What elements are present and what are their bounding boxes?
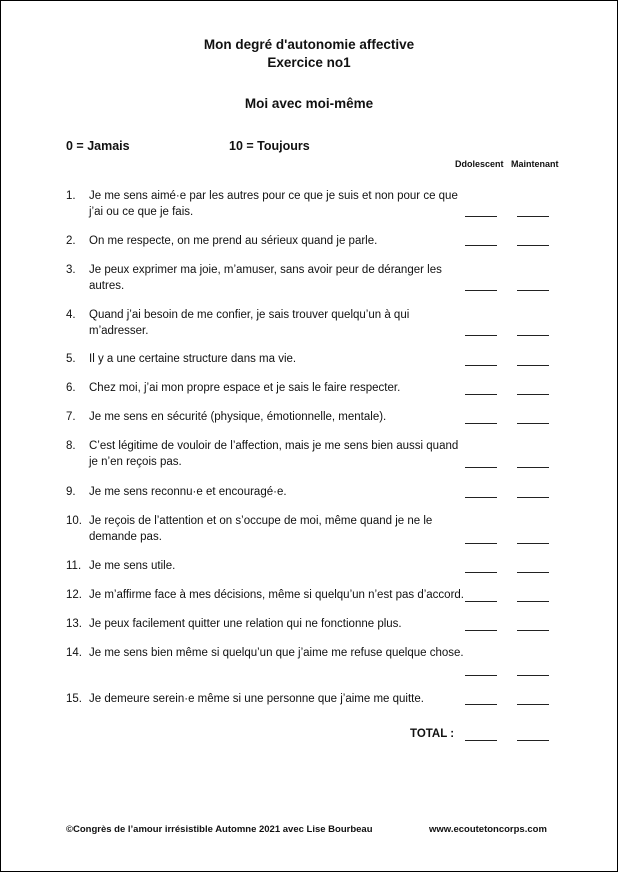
total-blank-now[interactable]: [517, 740, 549, 741]
copyright-footer: ©Congrès de l’amour irrésistible Automne 2021 avec Lise Bourbeau: [66, 824, 373, 835]
question-text: Chez moi, j’ai mon propre espace et je sais le faire respecter.: [89, 382, 401, 394]
answer-blank-now[interactable]: [517, 467, 549, 468]
answer-blank-now[interactable]: [517, 423, 549, 424]
answer-blank-adolescent[interactable]: [465, 216, 497, 217]
question-text: Je me sens reconnu·e et encouragé·e.: [89, 486, 287, 498]
question-number: 5.: [66, 353, 76, 365]
question-text: Je me sens aimé·e par les autres pour ce que je suis et non pour ce que j’ai ou ce que je fais.: [89, 190, 458, 218]
question-text: Je me sens en sécurité (physique, émotionnelle, mentale).: [89, 411, 387, 423]
question-text: C’est légitime de vouloir de l’affection, mais je me sens bien aussi quand je n’en reçois pas.: [89, 440, 459, 468]
answer-blank-adolescent[interactable]: [465, 704, 497, 705]
question-number: 11.: [66, 560, 82, 572]
answer-blank-now[interactable]: [517, 572, 549, 573]
answer-blank-now[interactable]: [517, 704, 549, 705]
answer-blank-now[interactable]: [517, 365, 549, 366]
answer-blank-adolescent[interactable]: [465, 543, 497, 544]
page-title: Mon degré d'autonomie affective: [203, 37, 415, 52]
question-number: 2.: [66, 235, 76, 247]
answer-blank-now[interactable]: [517, 290, 549, 291]
answer-blank-now[interactable]: [517, 675, 549, 676]
answer-blank-now[interactable]: [517, 394, 549, 395]
question-number: 14.: [66, 647, 82, 659]
question-number: 15.: [66, 693, 82, 705]
question-item: [66, 307, 466, 339]
total-blank-adolescent[interactable]: [465, 740, 497, 741]
question-item: [66, 513, 466, 545]
column-header-adolescent: Ddolescent: [455, 159, 504, 169]
question-number: 1.: [66, 190, 76, 202]
question-text: Je peux facilement quitter une relation qui ne fonctionne plus.: [89, 618, 402, 630]
question-item: [66, 645, 466, 661]
total-label: TOTAL :: [410, 728, 455, 740]
answer-blank-adolescent[interactable]: [465, 245, 497, 246]
question-text: Il y a une certaine structure dans ma vie.: [89, 353, 297, 365]
question-number: 3.: [66, 264, 76, 276]
answer-blank-adolescent[interactable]: [465, 572, 497, 573]
question-item: [66, 691, 466, 707]
question-item: [66, 558, 466, 574]
question-text: Quand j’ai besoin de me confier, je sais trouver quelqu’un à qui m’adresser.: [89, 309, 410, 337]
column-header-now: Maintenant: [511, 159, 559, 169]
question-number: 8.: [66, 440, 76, 452]
answer-blank-adolescent[interactable]: [465, 675, 497, 676]
question-item: [66, 380, 466, 396]
question-text: Je demeure serein·e même si une personne que j’aime me quitte.: [89, 693, 424, 705]
website-footer: www.ecoutetoncorps.com: [429, 824, 547, 835]
question-number: 13.: [66, 618, 82, 630]
answer-blank-now[interactable]: [517, 630, 549, 631]
answer-blank-now[interactable]: [517, 216, 549, 217]
answer-blank-adolescent[interactable]: [465, 290, 497, 291]
question-number: 12.: [66, 589, 82, 601]
answer-blank-adolescent[interactable]: [465, 630, 497, 631]
answer-blank-adolescent[interactable]: [465, 423, 497, 424]
answer-blank-now[interactable]: [517, 543, 549, 544]
question-item: [66, 587, 466, 603]
question-item: [66, 233, 466, 249]
question-item: [66, 484, 466, 500]
question-item: [66, 409, 466, 425]
answer-blank-now[interactable]: [517, 601, 549, 602]
question-item: [66, 262, 466, 294]
question-number: 6.: [66, 382, 76, 394]
question-text: On me respecte, on me prend au sérieux quand je parle.: [89, 235, 378, 247]
question-text: Je peux exprimer ma joie, m’amuser, sans avoir peur de déranger les autres.: [89, 264, 442, 292]
answer-blank-adolescent[interactable]: [465, 365, 497, 366]
scale-min-label: 0 = Jamais: [66, 139, 130, 153]
question-number: 9.: [66, 486, 76, 498]
answer-blank-adolescent[interactable]: [465, 467, 497, 468]
answer-blank-adolescent[interactable]: [465, 601, 497, 602]
answer-blank-now[interactable]: [517, 335, 549, 336]
scale-max-label: 10 = Toujours: [229, 139, 310, 153]
answer-blank-adolescent[interactable]: [465, 394, 497, 395]
question-number: 7.: [66, 411, 76, 423]
exercise-number: Exercice no1: [267, 55, 351, 70]
question-item: [66, 438, 466, 470]
answer-blank-now[interactable]: [517, 497, 549, 498]
answer-blank-adolescent[interactable]: [465, 497, 497, 498]
question-text: Je reçois de l’attention et on s’occupe de moi, même quand je ne le demande pas.: [89, 515, 433, 543]
question-text: Je me sens utile.: [89, 560, 176, 572]
question-item: [66, 188, 466, 220]
question-item: [66, 351, 466, 367]
question-number: 10.: [66, 515, 82, 527]
question-text: Je me sens bien même si quelqu’un que j’aime me refuse quelque chose.: [89, 647, 464, 659]
answer-blank-now[interactable]: [517, 245, 549, 246]
question-number: 4.: [66, 309, 76, 321]
question-item: [66, 616, 466, 632]
question-text: Je m’affirme face à mes décisions, même si quelqu’un n’est pas d’accord.: [89, 589, 464, 601]
answer-blank-adolescent[interactable]: [465, 335, 497, 336]
section-subtitle: Moi avec moi-même: [244, 96, 374, 111]
